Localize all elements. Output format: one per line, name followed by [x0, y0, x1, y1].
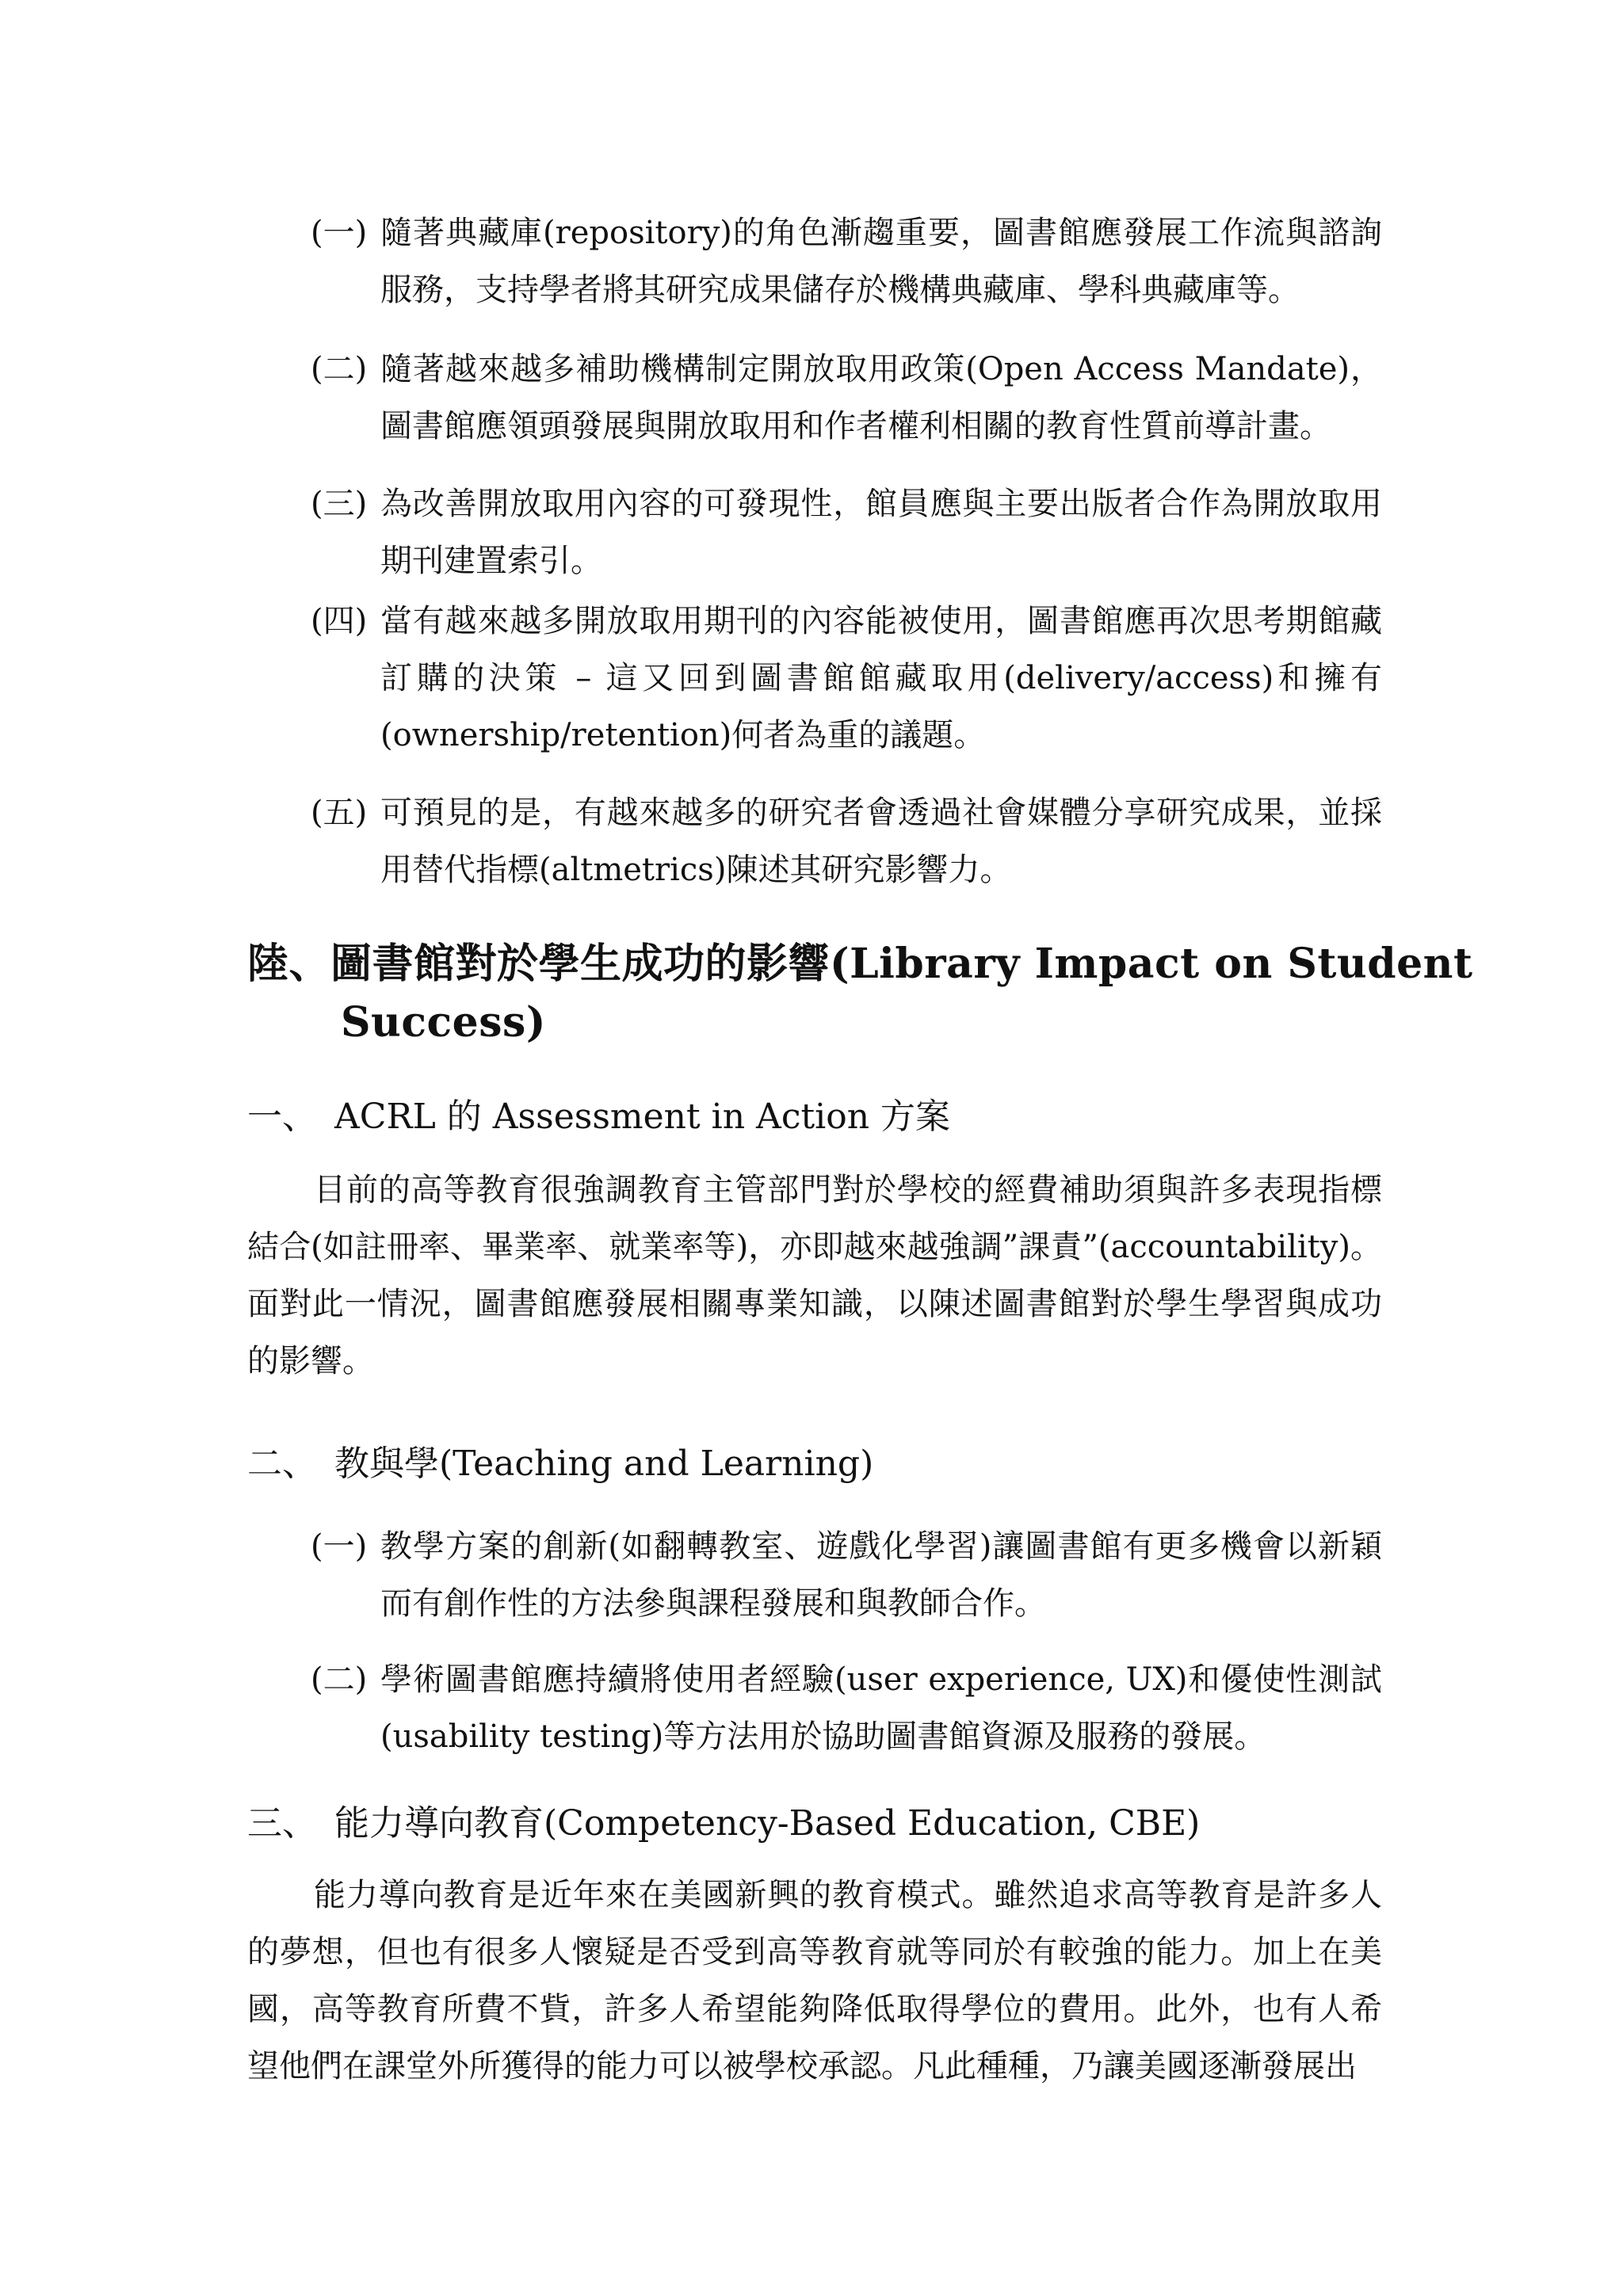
list-item [311, 475, 1382, 589]
subsection-number: 二、 [247, 1444, 317, 1484]
subsection-title: ACRL 的 Assessment in Action 方案 [334, 1097, 951, 1137]
list-item [311, 593, 1382, 764]
list-text: 當有越來越多開放取用期刊的內容能被使用，圖書館應再次思考期館藏訂購的決策 – 這又回到圖書館館藏取用(delivery/access)和擁有(ownership/retention)何者為重的議題。 [380, 603, 1382, 753]
list-marker: (一) [311, 215, 368, 251]
subsection-heading [247, 1436, 1382, 1493]
subsection-title: 能力導向教育(Competency-Based Education, CBE) [334, 1803, 1201, 1844]
list-item [311, 1651, 1382, 1765]
list-text: 教學方案的創新(如翻轉教室、遊戲化學習)讓圖書館有更多機會以新穎而有創作性的方法參與課程發展和與教師合作。 [380, 1528, 1382, 1622]
list-marker: (三) [311, 486, 368, 522]
section-heading: 陸、圖書館對於學生成功的影響(Library Impact on Student Success) [247, 940, 1473, 1047]
subsection-number: 三、 [247, 1803, 317, 1844]
list-item [311, 784, 1382, 898]
body-paragraph: 目前的高等教育很強調教育主管部門對於學校的經費補助須與許多表現指標結合(如註冊率、畢業率、就業率等)，亦即越來越強調”課責”(accountability)。面對此一情況，圖書館應發展相關專業知識，以陳述圖書館對於學生學習與成功的影響。 [247, 1172, 1382, 1379]
list-text: 隨著越來越多補助機構制定開放取用政策(Open Access Mandate)，圖書館應領頭發展與開放取用和作者權利相關的教育性質前導計畫。 [380, 351, 1382, 444]
list-item [311, 341, 1382, 455]
list-marker: (五) [311, 795, 368, 831]
list-marker: (二) [311, 351, 368, 387]
list-marker: (四) [311, 603, 368, 639]
subsection-heading [247, 1795, 1382, 1852]
list-marker: (二) [311, 1661, 368, 1698]
body-paragraph: 能力導向教育是近年來在美國新興的教育模式。雖然追求高等教育是許多人的夢想，但也有很多人懷疑是否受到高等教育就等同於有較強的能力。加上在美國，高等教育所費不貲，許多人希望能夠降低取得學位的費用。此外，也有人希望他們在課堂外所獲得的能力可以被學校承認。凡此種種，乃讓美國逐漸發展出 [247, 1877, 1382, 2084]
subsection-title: 教與學(Teaching and Learning) [334, 1444, 874, 1484]
subsection-number: 一、 [247, 1097, 317, 1137]
list-text: 為改善開放取用內容的可發現性，館員應與主要出版者合作為開放取用期刊建置索引。 [380, 486, 1382, 579]
list-marker: (一) [311, 1528, 368, 1565]
list-item [311, 204, 1382, 318]
list-text: 隨著典藏庫(repository)的角色漸趨重要，圖書館應發展工作流與諮詢服務，支持學者將其研究成果儲存於機構典藏庫、學科典藏庫等。 [380, 215, 1382, 308]
list-item [311, 1518, 1382, 1632]
subsection-heading [247, 1089, 1382, 1146]
list-text: 學術圖書館應持續將使用者經驗(user experience, UX)和優使性測試(usability testing)等方法用於協助圖書館資源及服務的發展。 [380, 1661, 1382, 1755]
list-text: 可預見的是，有越來越多的研究者會透過社會媒體分享研究成果，並採用替代指標(altmetrics)陳述其研究影響力。 [380, 795, 1382, 888]
